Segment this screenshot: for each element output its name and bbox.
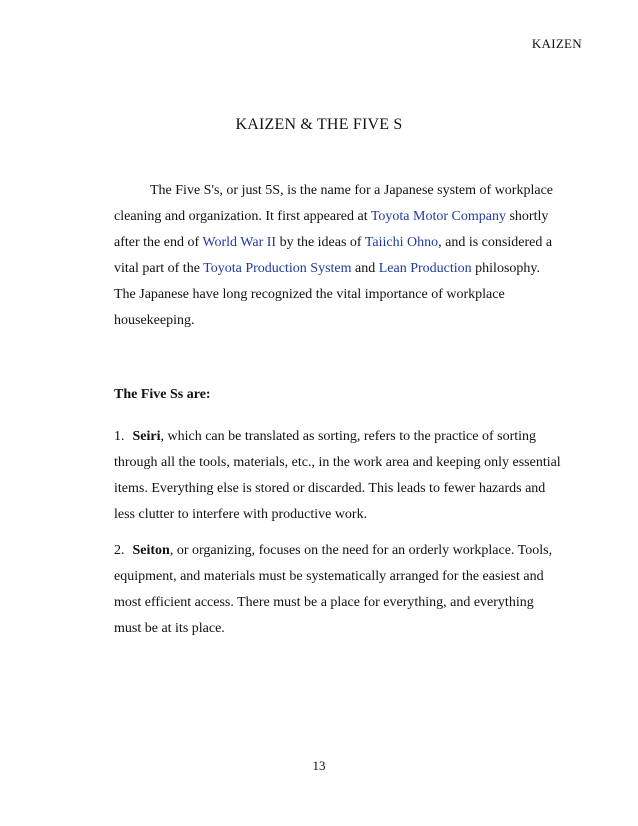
item-number: 1. xyxy=(114,429,125,444)
item-line-1 xyxy=(114,538,584,564)
item-term: Seiton xyxy=(132,543,170,558)
intro-text: The Japanese have long recognized the vital importance of workplace xyxy=(114,287,505,302)
intro-text: cleaning and organization. It first appeared at xyxy=(114,209,371,224)
link-lean-production[interactable]: Lean Production xyxy=(378,261,472,276)
item-line-3 xyxy=(114,476,584,502)
item-text: items. Everything else is stored or discarded. This leads to fewer hazards and xyxy=(114,481,546,496)
item-line-1 xyxy=(114,424,584,450)
item-line-4 xyxy=(114,616,584,642)
intro-text: vital part of the xyxy=(114,261,204,276)
item-text: less clutter to interfere with productive work. xyxy=(114,507,368,522)
intro-paragraph xyxy=(114,178,584,334)
item-text: most efficient access. There must be a place for everything, and everything xyxy=(114,595,534,610)
intro-line-6 xyxy=(114,308,584,334)
link-taiichi-ohno[interactable]: Taiichi Ohno xyxy=(364,235,439,250)
intro-text: The Five S's, or just 5S, is the name for a Japanese system of workplace xyxy=(150,183,553,198)
intro-line-1 xyxy=(114,178,584,204)
item-text: , or organizing, focuses on the need for an orderly workplace. Tools, xyxy=(169,543,553,558)
intro-line-4 xyxy=(114,256,584,282)
item-line-2 xyxy=(114,450,584,476)
intro-text: shortly xyxy=(505,209,549,224)
intro-text: housekeeping. xyxy=(114,313,195,328)
item-number: 2. xyxy=(114,543,125,558)
intro-text: by the ideas of xyxy=(276,235,365,250)
link-toyota-production-system[interactable]: Toyota Production System xyxy=(203,261,352,276)
link-toyota-motor-company[interactable]: Toyota Motor Company xyxy=(370,209,506,224)
item-term: Seiri xyxy=(132,429,161,444)
running-head: KAIZEN xyxy=(531,36,582,51)
section-subheading: The Five Ss are: xyxy=(114,387,211,402)
intro-line-3 xyxy=(114,230,584,256)
intro-line-5 xyxy=(114,282,584,308)
intro-text: , and is considered a xyxy=(438,235,553,250)
intro-text: after the end of xyxy=(114,235,203,250)
intro-line-2 xyxy=(114,204,584,230)
intro-text: philosophy. xyxy=(471,261,540,276)
item-line-2 xyxy=(114,564,584,590)
item-text: must be at its place. xyxy=(114,621,225,636)
item-text: , which can be translated as sorting, refers to the practice of sorting xyxy=(160,429,537,444)
item-text: through all the tools, materials, etc., in the work area and keeping only essential xyxy=(114,455,561,470)
list-item-seiton xyxy=(114,538,584,642)
intro-text: and xyxy=(351,261,379,276)
item-line-3 xyxy=(114,590,584,616)
list-item-seiri xyxy=(114,424,584,528)
item-line-4 xyxy=(114,502,584,528)
page-title: KAIZEN & THE FIVE S xyxy=(235,116,403,133)
link-world-war-ii[interactable]: World War II xyxy=(202,235,277,250)
page-number: 13 xyxy=(312,758,326,773)
item-text: equipment, and materials must be systematically arranged for the easiest and xyxy=(114,569,544,584)
